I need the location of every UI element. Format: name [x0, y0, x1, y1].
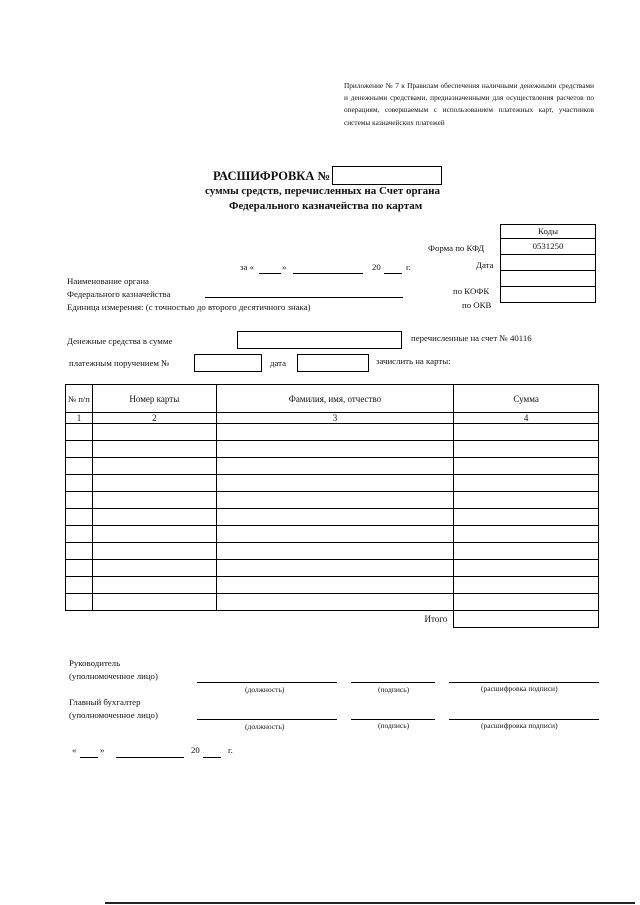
payment-number-field[interactable]: [194, 354, 262, 372]
codes-header: Коды: [501, 225, 595, 239]
form-kfd-label: Форма по КФД: [428, 243, 485, 253]
sum-cell[interactable]: [454, 424, 599, 441]
table-body: [66, 424, 599, 611]
table-row: [66, 560, 599, 577]
sum-cell[interactable]: [454, 458, 599, 475]
kofk-code-cell[interactable]: [501, 271, 595, 287]
header-full-name: Фамилия, имя, отчество: [216, 385, 454, 413]
funds-label: Денежные средства в сумме: [67, 336, 173, 346]
full-name-cell[interactable]: [216, 577, 454, 594]
accountant-position-line[interactable]: [197, 719, 337, 720]
head-signature-caption: (подпись): [378, 685, 410, 694]
footer-year-suffix: г.: [228, 745, 233, 755]
appendix-note: Приложение № 7 к Правилам обеспечения наличными денежными средствами и денежными средствами, предназначенными для осуществления расчетов по операциям, совершаемым с использованием платежных карт, участников системы казначейских платежей: [344, 81, 594, 127]
card-number-cell[interactable]: [92, 492, 216, 509]
col-num-3: 3: [216, 413, 454, 424]
head-position-caption: (должность): [245, 685, 285, 694]
accountant-signature-caption: (подпись): [378, 721, 410, 730]
cards-table: [65, 384, 599, 628]
org-label-2: Федерального казначейства: [67, 289, 171, 299]
row-number-cell[interactable]: [66, 492, 93, 509]
row-number-cell[interactable]: [66, 441, 93, 458]
full-name-cell[interactable]: [216, 424, 454, 441]
row-number-cell[interactable]: [66, 543, 93, 560]
full-name-cell[interactable]: [216, 509, 454, 526]
okv-label: по ОКВ: [462, 300, 492, 310]
sum-cell[interactable]: [454, 594, 599, 611]
card-number-cell[interactable]: [92, 577, 216, 594]
header-number: № п/п: [66, 385, 93, 413]
footer-year-field[interactable]: [203, 757, 221, 758]
row-number-cell[interactable]: [66, 509, 93, 526]
payment-date-field[interactable]: [297, 354, 369, 372]
table-row: [66, 526, 599, 543]
sum-cell[interactable]: [454, 526, 599, 543]
month-field[interactable]: [293, 273, 363, 274]
head-label-2: (уполномоченное лицо): [69, 671, 158, 681]
table-row: [66, 475, 599, 492]
kofk-label: по КОФК: [453, 286, 490, 296]
accountant-label-2: (уполномоченное лицо): [69, 710, 158, 720]
transfer-label: перечисленные на счет № 40116: [411, 333, 532, 343]
org-name-field[interactable]: [205, 297, 403, 298]
date-prefix: за «: [240, 262, 254, 272]
card-number-cell[interactable]: [92, 509, 216, 526]
form-code-cell: 0531250: [501, 239, 595, 255]
sum-cell[interactable]: [454, 577, 599, 594]
card-number-cell[interactable]: [92, 526, 216, 543]
amount-field[interactable]: [237, 331, 402, 349]
row-number-cell[interactable]: [66, 594, 93, 611]
table-row: [66, 509, 599, 526]
card-number-cell[interactable]: [92, 424, 216, 441]
footer-open-quote: «: [72, 745, 77, 755]
footer-month-field[interactable]: [116, 757, 184, 758]
full-name-cell[interactable]: [216, 458, 454, 475]
table-row: [66, 594, 599, 611]
card-number-cell[interactable]: [92, 458, 216, 475]
card-number-cell[interactable]: [92, 475, 216, 492]
day-field[interactable]: [259, 273, 281, 274]
unit-label: Единица измерения: (с точностью до второго десятичного знака): [67, 302, 311, 312]
head-decoding-line[interactable]: [449, 682, 599, 683]
org-label-1: Наименование органа: [67, 276, 149, 286]
card-number-cell[interactable]: [92, 543, 216, 560]
year-field[interactable]: [384, 273, 402, 274]
footer-day-field[interactable]: [80, 757, 98, 758]
accountant-decoding-caption: (расшифровка подписи): [481, 721, 558, 730]
sum-cell[interactable]: [454, 441, 599, 458]
header-card-number: Номер карты: [92, 385, 216, 413]
footer-year-prefix: 20: [191, 745, 200, 755]
head-decoding-caption: (расшифровка подписи): [481, 684, 558, 693]
total-value-cell[interactable]: [454, 611, 599, 628]
year-suffix: г.: [406, 262, 411, 272]
okv-code-cell[interactable]: [501, 287, 595, 302]
card-number-cell[interactable]: [92, 441, 216, 458]
table-row: [66, 424, 599, 441]
row-number-cell[interactable]: [66, 458, 93, 475]
table-row: [66, 577, 599, 594]
full-name-cell[interactable]: [216, 492, 454, 509]
scan-edge: [105, 902, 635, 904]
form-title: РАСШИФРОВКА №: [213, 169, 331, 183]
full-name-cell[interactable]: [216, 441, 454, 458]
row-number-cell[interactable]: [66, 577, 93, 594]
header-sum: Сумма: [454, 385, 599, 413]
row-number-cell[interactable]: [66, 526, 93, 543]
row-number-cell[interactable]: [66, 560, 93, 577]
date-word: дата: [270, 358, 287, 368]
row-number-cell[interactable]: [66, 475, 93, 492]
date-close-quote: »: [282, 262, 287, 272]
table-row: [66, 458, 599, 475]
column-number-row: [66, 413, 599, 424]
card-number-cell[interactable]: [92, 560, 216, 577]
sum-cell[interactable]: [454, 509, 599, 526]
credit-label: зачислить на карты:: [376, 356, 451, 366]
accountant-position-caption: (должность): [245, 722, 285, 731]
card-number-cell[interactable]: [92, 594, 216, 611]
col-num-1: 1: [66, 413, 93, 424]
accountant-label-1: Главный бухгалтер: [69, 697, 141, 707]
table-row: [66, 492, 599, 509]
accountant-decoding-line[interactable]: [449, 719, 599, 720]
col-num-2: 2: [92, 413, 216, 424]
date-label: Дата: [476, 260, 494, 270]
head-label-1: Руководитель: [69, 658, 121, 668]
head-signature-line[interactable]: [351, 682, 435, 683]
year-prefix: 20: [372, 262, 381, 272]
number-field[interactable]: [332, 166, 442, 185]
full-name-cell[interactable]: [216, 543, 454, 560]
total-row: [66, 611, 599, 628]
col-num-4: 4: [454, 413, 599, 424]
full-name-cell[interactable]: [216, 560, 454, 577]
head-position-line[interactable]: [197, 682, 337, 683]
form-subtitle-2: Федерального казначейства по картам: [229, 200, 423, 212]
footer-close-quote: »: [100, 745, 105, 755]
sum-cell[interactable]: [454, 492, 599, 509]
row-number-cell[interactable]: [66, 424, 93, 441]
table-header-row: [66, 385, 599, 413]
full-name-cell[interactable]: [216, 594, 454, 611]
table-row: [66, 543, 599, 560]
table-row: [66, 441, 599, 458]
form-subtitle-1: суммы средств, перечисленных на Счет органа: [205, 185, 440, 197]
total-label: Итого: [424, 614, 448, 625]
sum-cell[interactable]: [454, 543, 599, 560]
date-code-cell[interactable]: [501, 255, 595, 271]
full-name-cell[interactable]: [216, 526, 454, 543]
accountant-signature-line[interactable]: [351, 719, 435, 720]
sum-cell[interactable]: [454, 475, 599, 492]
sum-cell[interactable]: [454, 560, 599, 577]
payment-label: платежным поручением №: [69, 358, 170, 368]
full-name-cell[interactable]: [216, 475, 454, 492]
codes-box: [500, 224, 596, 303]
